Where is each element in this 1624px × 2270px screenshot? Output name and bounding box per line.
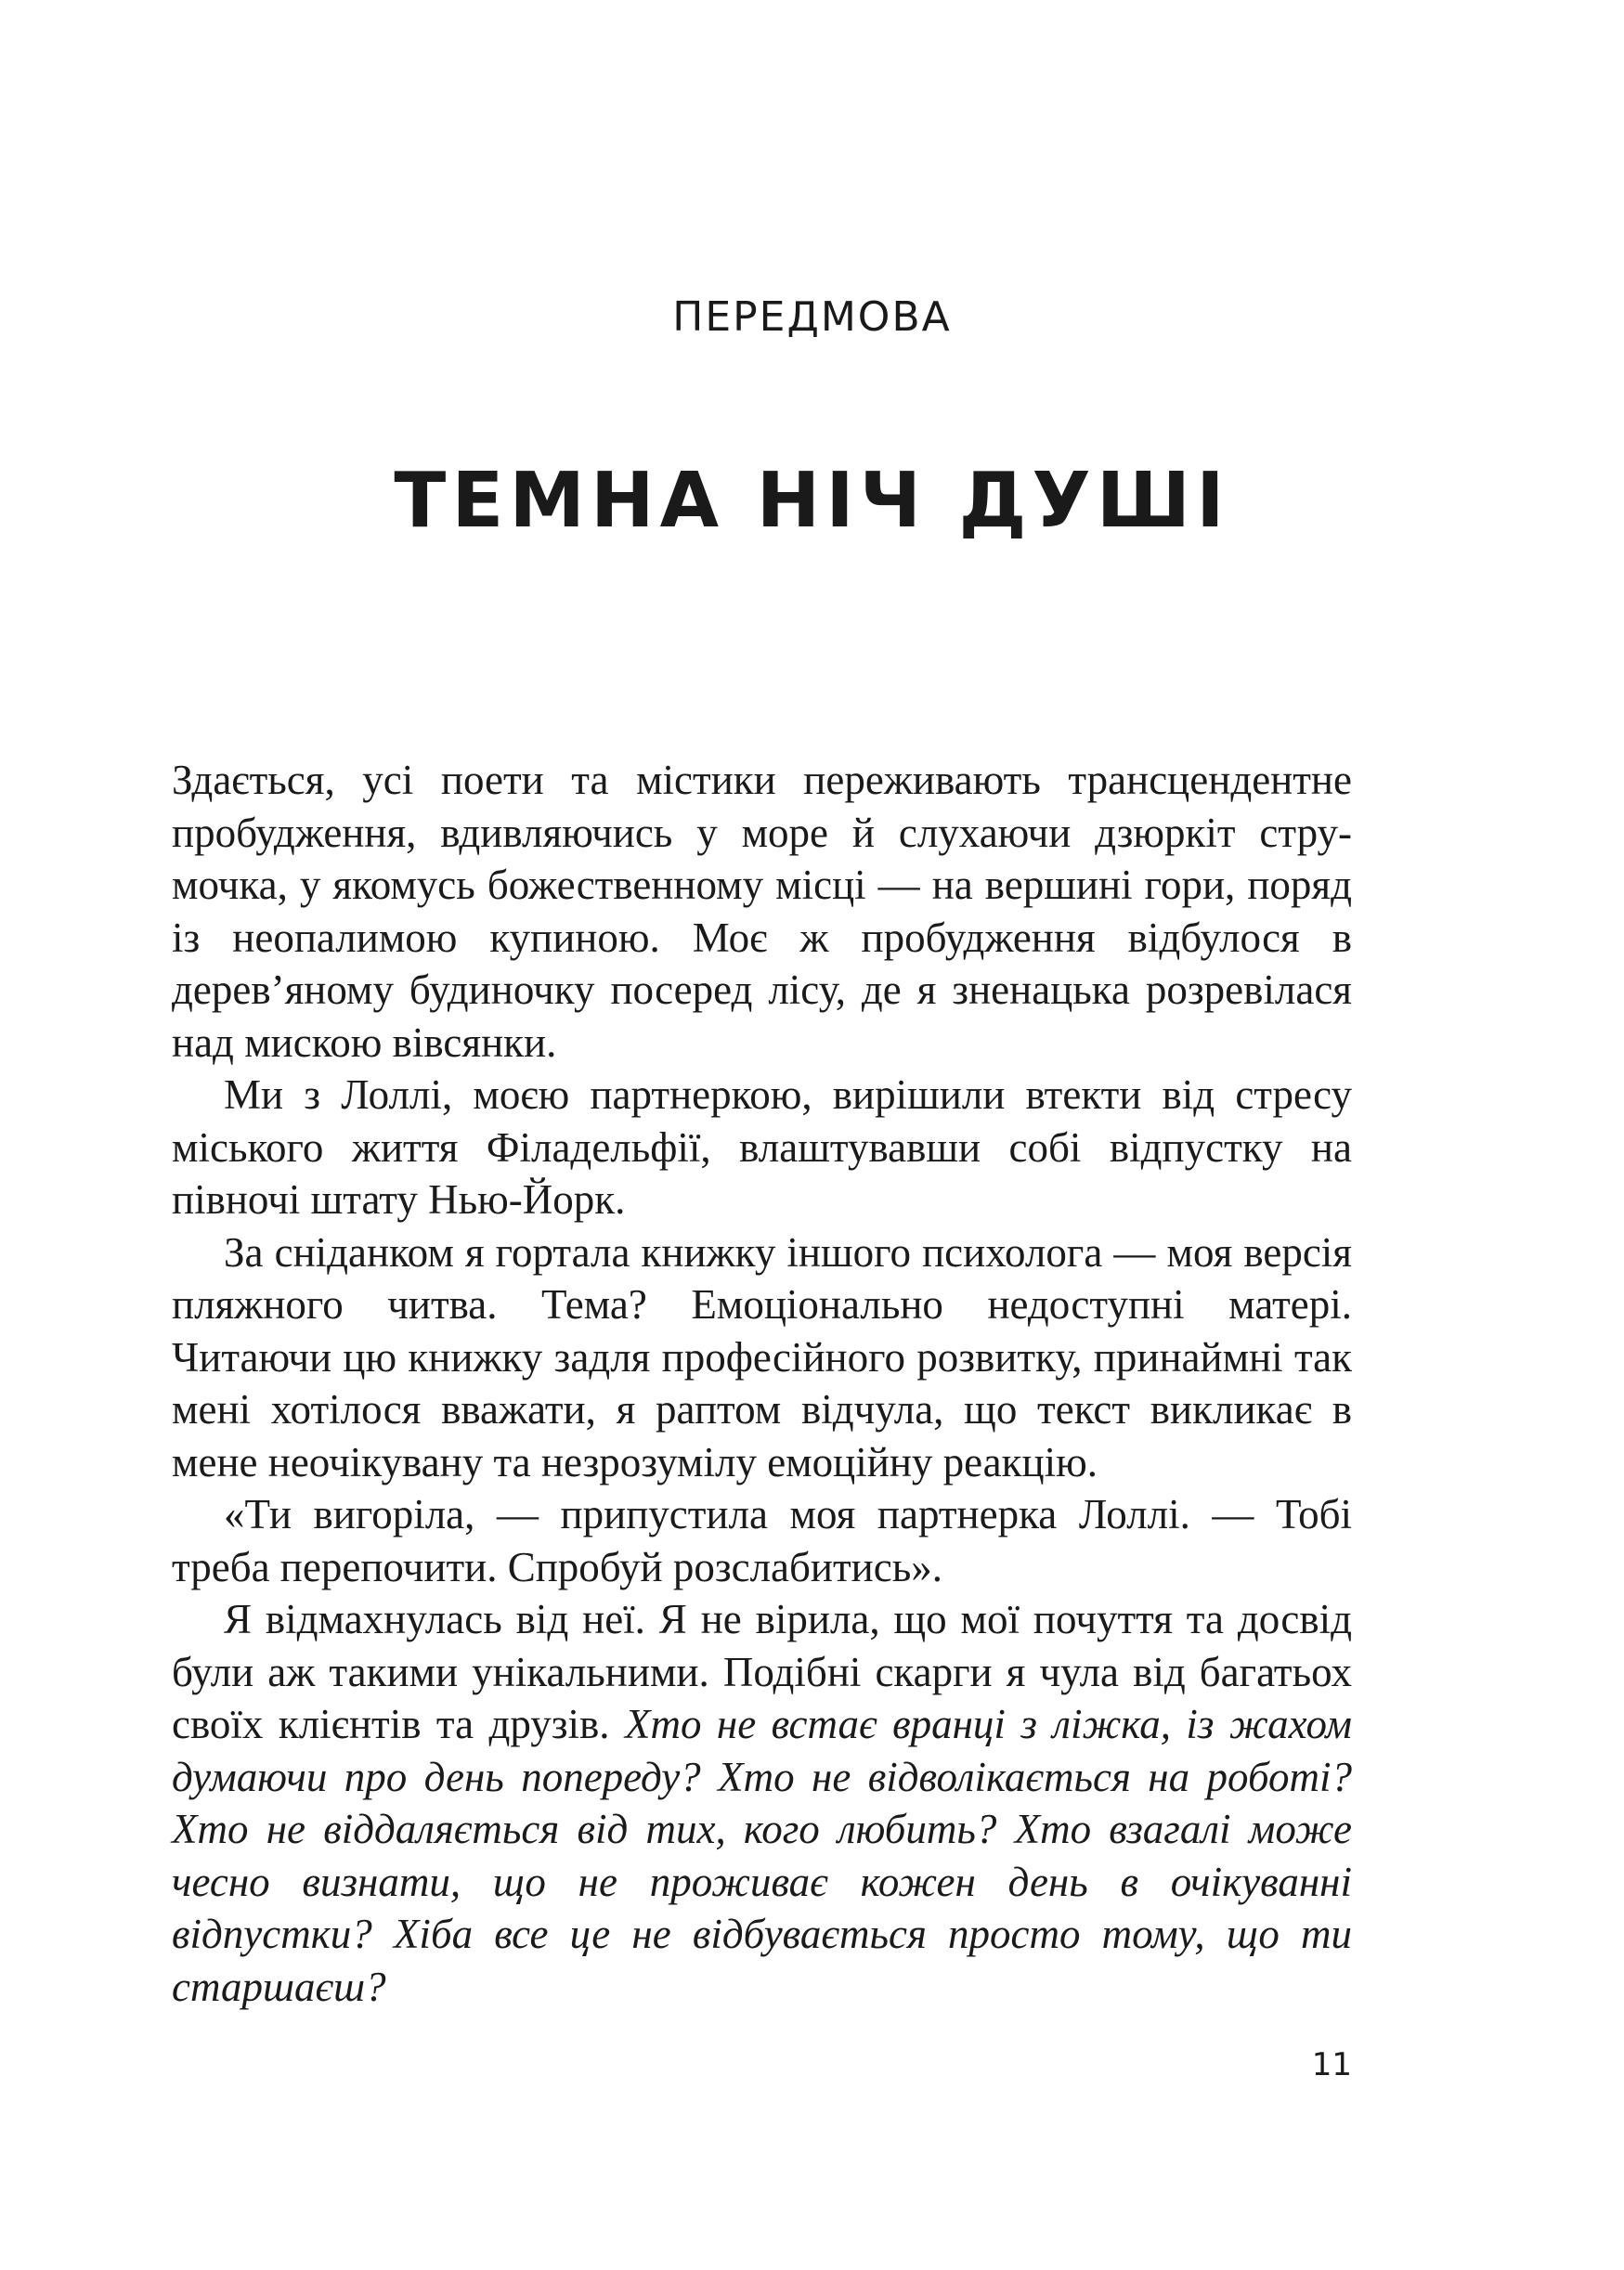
paragraph-5: [172, 1593, 1352, 2013]
section-label: ПЕРЕДМОВА: [672, 293, 952, 341]
paragraph-4: «Ти вигоріла, — припустила моя партнерка Лоллі. — Тобі треба перепочити. Спробуй розслабитись».: [172, 1491, 1352, 1590]
paragraph-2: Ми з Лоллі, моєю партнеркою, вирішили втекти від стресу міського життя Філадельфії, влаштувавши собі відпустку на півночі штату Нью-Йорк.: [172, 1071, 1352, 1223]
paragraph-5-italic-text: Хто не встає вранці з ліжка, із жахом думаючи про день попереду? Хто не відволікається на роботі? Хто не віддаляється від тих, кого любить? Хто взагалі може чесно визнати, що не проживає кожен день в очікуванні відпустки? Хіба все це не відбувається просто тому, що ти старшаєш?: [172, 1701, 1352, 2010]
body-text: [172, 754, 1352, 2013]
chapter-title: ТЕМНА НІЧ ДУШІ: [394, 457, 1230, 545]
paragraph-3: За сніданком я гортала книжку іншого психолога — моя версія пляжного читва. Тема? Емоціонально недоступні матері. Читаючи цю книжку задля професійного розвитку, принаймні так мені хотілося вважати, я раптом відчула, що текст викликає в мене неочікувану та незрозумілу емоційну реакцію.: [172, 1228, 1352, 1485]
page-number: 11: [1311, 2046, 1352, 2083]
paragraph-5-text: Я відмахнулась від неї. Я не вірила, що мої почуття та досвід були аж такими унікальними. Подібні скарги я чула від багатьох своїх клієнтів та друзів.: [172, 1596, 1352, 1747]
paragraph-1: Здається, усі поети та містики переживають трансцендентне пробудження, вдивляючись у море й слухаючи дзюркіт струмочка, у якомусь божественному місці — на вершині гори, поряд із неопалимою купиною. Моє ж пробудження відбулося в дерев’яному будиночку посеред лісу, де я зненацька розревілася над мискою вівсянки.: [172, 757, 1352, 1066]
